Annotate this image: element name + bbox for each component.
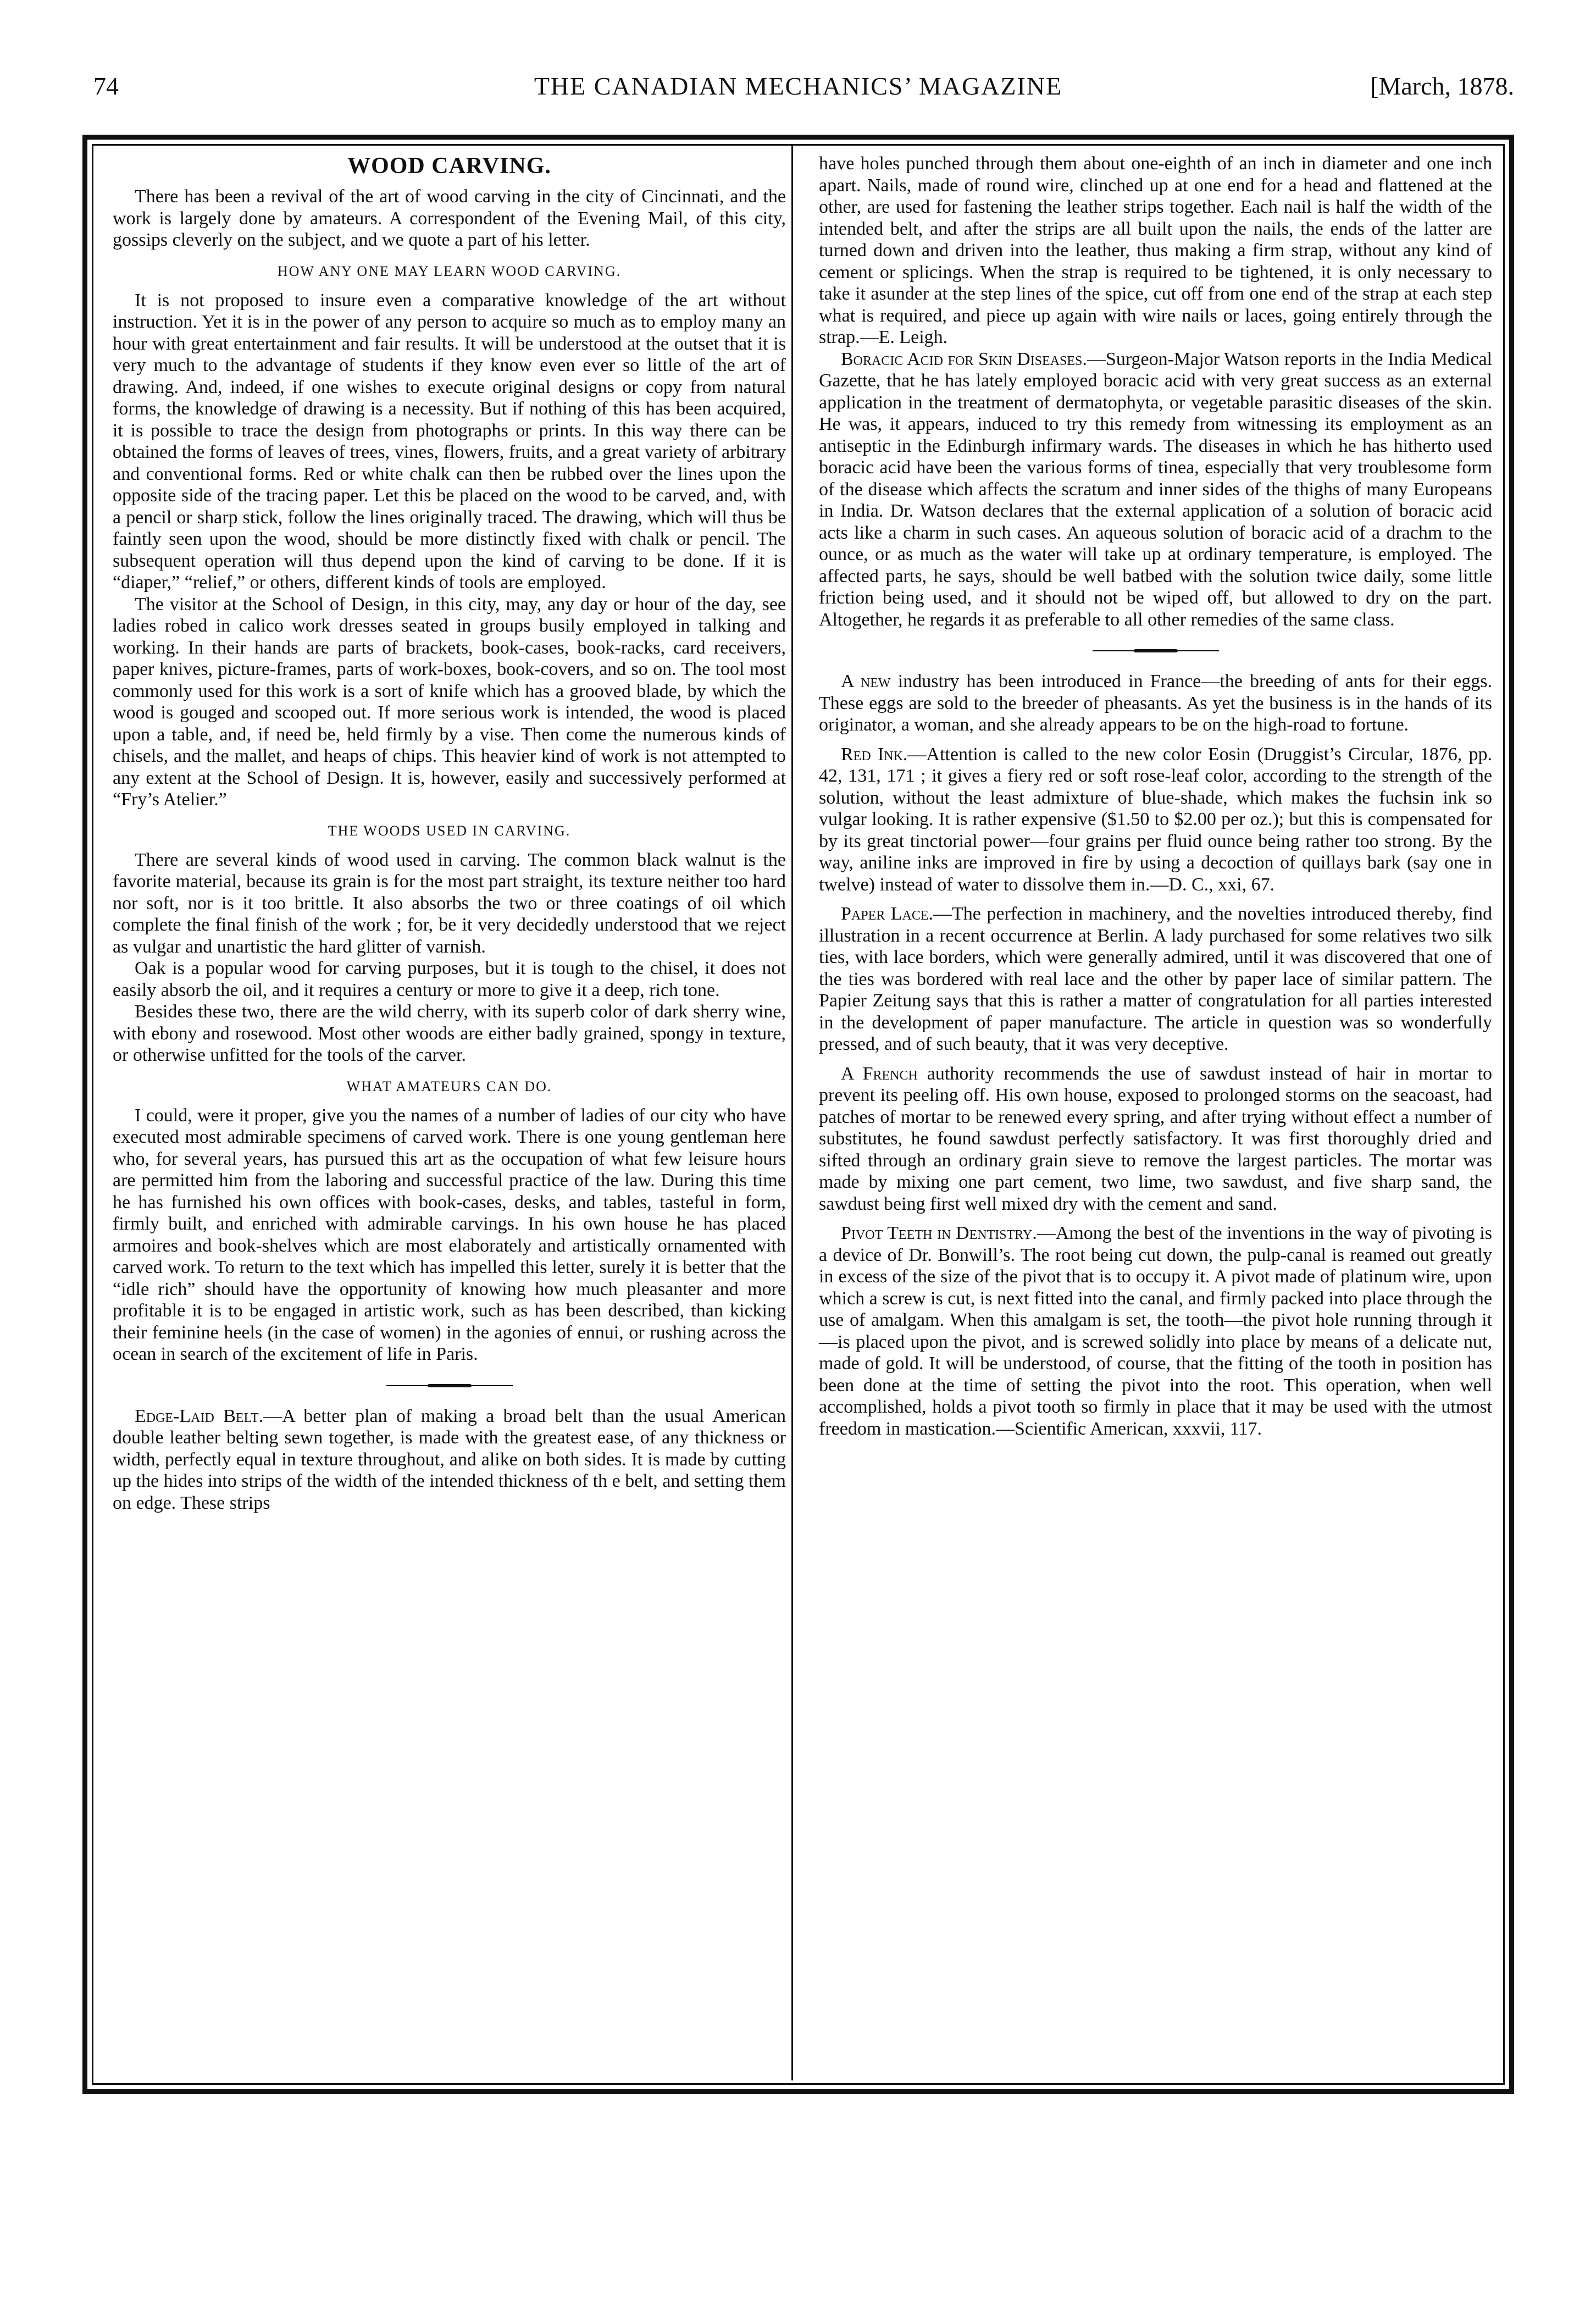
paragraph-belt-continued: have holes punched through them about one-eighth of an inch in diameter and one inch apart. Nails, made of round wire, clinched up at one end for a head and flattened at the other, are used for fastening the leather strips together. Each nail is half the width of the intended belt, and after the strips are all built upon the nails, the ends of the latter are turned down and driven into the leather, thus making a firm strap, without any kind of cement or splicings. When the strap is required to be tightened, it is only necessary to take it asunder at the step lines of the spice, cut off from one end of the strap at each step what is required, and piece up again with wire nails or laces, going entirely through the strap.—E. Leigh. [819,153,1492,347]
red-ink-heading: Red Ink. [841,744,908,765]
paragraph-boracic [819,348,1492,631]
sawdust-heading: A French [841,1063,918,1084]
boracic-heading: Boracic Acid for Skin Diseases. [841,348,1087,369]
paragraph-amateurs: I could, were it proper, give you the names of a number of ladies of our city who have executed most admirable specimens of carved work. There is one young gentleman here who, for several years, has pursued this art as the occupation of what few leisure hours are permitted him from the laboring and successful practice of the law. During this time he has furnished his own offices with book-cases, desks, and tables, tasteful in form, firmly built, and enriched with admirable carvings. In his own house he has placed armoires and book-shelves which are most elaborately and artistically ornamented with carved work. To return to the text which has impelled this letter, surely it is better that the “idle rich” should have the opportunity of knowing how much pleasanter and more profitable it is to be engaged in artistic work, such as has been described, than kicking their feminine heels (in the case of women) in the agonies of ennui, or rushing across the ocean in search of the excitement of life in Paris. [113,1105,786,1364]
edge-belt-heading: Edge-Laid Belt. [135,1405,264,1426]
pivot-teeth-heading: Pivot Teeth in Dentistry. [841,1223,1037,1243]
subheading-amateurs: WHAT AMATEURS CAN DO. [346,1078,552,1094]
paragraph-red-ink [819,744,1492,896]
paragraph-school: The visitor at the School of Design, in this city, may, any day or hour of the day, see ladies robed in calico work dresses seated in groups busily employed in talking and working. In their hands are parts of brackets, book-cases, book-racks, card receivers, paper knives, picture-frames, parts of work-boxes, book-covers, and so on. The tool most commonly used for this work is a sort of knife which has a grooved blade, by which the wood is gouged and scooped out. If more serious work is intended, the wood is placed upon a table, and, if need be, held firmly by a vise. Then come the numerous kinds of chisels, and the mallet, and heaps of chips. This heavier kind of work is not attempted to any extent at the School of Design. It is, however, easily and successively performed at “Fry’s Atelier.” [113,594,786,810]
paragraph-ants [819,671,1492,736]
subheading-woods: THE WOODS USED IN CARVING. [328,822,571,839]
paragraph-cherry: Besides these two, there are the wild cherry, with its superb color of dark sherry wine, with ebony and rosewood. Most other woods are either badly grained, spongy in texture, or otherwise unfitted for the tools of the carver. [113,1001,786,1065]
left-column [113,153,786,1514]
red-ink-text: —Attention is called to the new color Eosin (Druggist’s Circular, 1876, pp. 42, 131, 171 ; it gives a fiery red or soft rose-leaf color, according to the strength of the solution, without the least admixture of blue-shade, which makes the fuchsin ink so vulgar looking. It is rather expensive ($1.50 to $2.00 per oz.); but this is compensated for by its great tinctorial power—four grains per fluid ounce being rather too strong. By the way, aniline inks are improved in fire by using a decoction of quillays bark (say one in twelve) instead of water to dissolve them in.—D. C., xxi, 67. [819,744,1492,895]
paragraph-walnut: There are several kinds of wood used in carving. The common black walnut is the favorite material, because its grain is for the most part straight, its texture neither too hard nor soft, nor is it too brittle. It also absorbs the two or three coatings of oil which complete the final finish of the work ; for, be it very decidedly understood that we reject as vulgar and unartistic the hard glitter of varnish. [113,849,786,957]
section-rule [386,1384,513,1387]
ants-text: industry has been introduced in France—the breeding of ants for their eggs. These eggs are sold to the breeder of pheasants. As yet the business is in the hands of its originator, a woman, and she already appears to be on the high-road to fortune. [819,671,1492,735]
running-header [82,71,1514,115]
paragraph-oak: Oak is a popular wood for carving purposes, but it is tough to the chisel, it does not easily absorb the oil, and it requires a century or more to give it a deep, rich tone. [113,958,786,1000]
section-rule [1093,649,1219,652]
paragraph-paper-lace [819,903,1492,1055]
column-divider [791,146,793,2080]
paper-lace-text: —The perfection in machinery, and the novelties introduced thereby, find illustration in a recent occurrence at Berlin. A lady purchased for some relatives two silk ties, with lace borders, which were generally admired, until it was discovered that one of the ties was bordered with real lace and the other by paper lace of similar pattern. The Papier Zeitung says that this is rather a matter of congratulation for all parties interested in the development of paper manufacture. The article in question was so wonderfully pressed, and of such beauty, that it was very deceptive. [819,904,1493,1054]
magazine-title: THE CANADIAN MECHANICS’ MAGAZINE [534,72,1063,100]
pivot-teeth-text: —Among the best of the inventions in the way of pivoting is a device of Dr. Bonwill’s. The root being cut down, the pulp-canal is reamed out greatly in excess of the size of the pivot that is to occupy it. A pivot made of platinum wire, upon which a screw is cut, is next fitted into the canal, and firmly packed into place through the use of amalgam. When this amalgam is set, the tooth—the pivot hole running through it—is placed upon the pivot, and is screwed solidly into place by means of a delicate nut, made of gold. It will be understood, of course, that the fitting of the tooth in position has been done at the time of setting the pivot into the root. This operation, when well accomplished, holds a pivot tooth so firmly in place that it may be used with the utmost freedom in mastication.—Scientific American, xxxvii, 117. [819,1223,1492,1439]
intro-paragraph: There has been a revival of the art of wood carving in the city of Cincinnati, and the work is largely done by amateurs. A correspondent of the Evening Mail, of this city, gossips cleverly on the subject, and we quote a part of his letter. [113,186,786,250]
sawdust-text: authority recommends the use of sawdust instead of hair in mortar to prevent its peeling off. His own house, exposed to prolonged storms on the seacoast, had patches of mortar to be renewed every spring, and after trying without effect a number of substitutes, he found sawdust perfectly satisfactory. It was first thoroughly dried and sifted through an ordinary grain sieve to remove the largest particles. The mortar was made by mixing one part cement, two lime, two sawdust, and five sharp sand, the sawdust being first well mixed dry with the cement and sand. [819,1063,1492,1214]
subheading-learn: HOW ANY ONE MAY LEARN WOOD CARVING. [277,263,622,279]
paragraph-learn: It is not proposed to insure even a comparative knowledge of the art without instruction. Yet it is in the power of any person to acquire so much as to employ many an hour with great entertainment and fair results. It will be understood at the outset that it is very much to the advantage of students if they know even ever so little of the art of drawing. And, indeed, if one wishes to execute original designs or copy from natural forms, the knowledge of drawing is a necessity. But if nothing of this has been acquired, it is possible to trace the design from photographs or prints. In this way there can be obtained the forms of leaves of trees, vines, flowers, fruits, and a great variety of arbitrary and conventional forms. Red or white chalk can then be rubbed over the lines upon the opposite side of the tracing paper. Let this be placed on the wood to be carved, and, with a pencil or sharp stick, follow the lines originally traced. The drawing, which will thus be faintly seen upon the wood, should be more distinctly fixed with chalk or pencil. The subsequent operation will thus depend upon the kind of carving to be done. If it is “diaper,” “relief,” or others, different kinds of tools are employed. [113,290,786,593]
article-title: WOOD CARVING. [347,153,551,179]
paper-lace-heading: Paper Lace. [841,904,934,924]
right-column [819,153,1492,1440]
ants-heading: A new [841,671,891,691]
boracic-text: —Surgeon-Major Watson reports in the India Medical Gazette, that he has lately employed boracic acid with very great success as an external application in the treatment of dermatophyta, or vegetable parasitic diseases of the skin. He was, it appears, induced to try this remedy from witnessing its employment as an antiseptic in the Edinburgh infirmary wards. The diseases in which he has hitherto used boracic acid have been the various forms of tinea, especially that very troublesome form of the disease which affects the scratum and inner sides of the thighs of many Europeans in India. Dr. Watson declares that the external application of a solution of boracic acid acts like a charm in such cases. An aqueous solution of boracic acid of a drachm to the ounce, or as much as the water will take up at ordinary temperature, is employed. The affected parts, he says, should be well batbed with the solution twice daily, some little friction being used, and it should not be wiped off, but allowed to dry on the part. Altogether, he regards it as preferable to all other remedies of the same class. [819,348,1492,630]
paragraph-pivot-teeth [819,1222,1492,1440]
page-number: 74 [93,72,119,100]
issue-date: [March, 1878. [1370,72,1514,100]
edge-belt-text: —A better plan of making a broad belt than the usual American double leather belting sewn together, is made with the greatest ease, of any thickness or width, perfectly equal in texture throughout, and alike on both sides. It is made by cutting up the hides into strips of the width of the intended thickness of th e belt, and setting them on edge. These strips [113,1405,786,1513]
paragraph-sawdust [819,1063,1492,1215]
paragraph-edge-belt [113,1405,786,1514]
